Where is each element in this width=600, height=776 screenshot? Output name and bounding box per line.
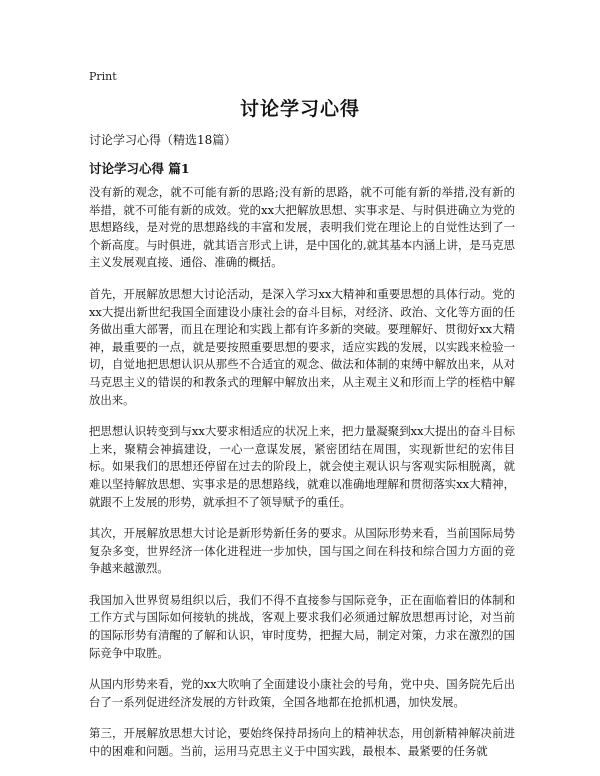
paragraph-2: 首先，开展解放思想大讨论活动，是深入学习xx大精神和重要思想的具体行动。党的xx大提出新世纪我国全面建设小康社会的奋斗目标，对经济、政治、文化等方面的任务做出重大部署，而且在理论和实践上都有许多新的突破。要理解好、贯彻好xx大精神，最重要的一点，就是要按照重要思想的要求，适应实践的发展，以实践来检验一切，自觉地把思想认识从那些不合适宜的观念、做法和体制的束缚中解放出来，从对马克思主义的错误的和教条式的理解中解放出来，从主观主义和形而上学的桎梏中解放出来。: [89, 286, 515, 407]
paragraph-3: 把思想认识转变到与xx大要求相适应的状况上来，把力量凝聚到xx大提出的奋斗目标上来，聚精会神搞建设，一心一意谋发展，紧密团结在周围，实现新世纪的宏伟目标。如果我们的思想还停留在过去的阶段上，就会使主观认识与客观实际相脱离，就难以坚持解放思想、实事求是的思想路线，就难以准确地理解和贯彻落实xx大精神，就跟不上发展的形势，就承担不了领导赋予的重任。: [89, 424, 515, 509]
paragraph-5: 我国加入世界贸易组织以后，我们不得不直接参与国际竞争，正在面临着旧的体制和工作方式与国际如何接轨的挑战，客观上要求我们必须通过解放思想再讨论，对当前的国际形势有清醒的了解和认识，审时度势，把握大局，制定对策，力求在激烈的国际竞争中取胜。: [89, 592, 515, 660]
paragraph-6: 从国内形势来看，党的xx大吹响了全面建设小康社会的号角，党中央、国务院先后出台了一系列促进经济发展的方针政策，全国各地都在抢抓机遇，加快发展。: [89, 677, 515, 709]
document-subtitle: 讨论学习心得（精选18篇）: [89, 133, 237, 147]
paragraph-1: 没有新的观念，就不可能有新的思路;没有新的思路，就不可能有新的举措,没有新的举措，就不可能有新的成效。党的xx大把解放思想、实事求是、与时俱进确立为党的思想路线，是对党的思想路线的丰富和发展，表明我们党在理论上的自觉性达到了一个新高度。与时俱进，就其语言形式上讲，是中国化的,就其基本内涵上讲，是马克思主义发展观直接、通俗、准确的概括。: [89, 185, 515, 270]
print-label: Print: [89, 70, 117, 83]
document-title: 讨论学习心得: [239, 98, 360, 120]
section-heading: 讨论学习心得 篇1: [89, 161, 190, 176]
paragraph-7: 第三，开展解放思想大讨论，要始终保持昂扬向上的精神状态，用创新精神解决前进中的困难和问题。当前，运用马克思主义于中国实践，最根本、最紧要的任务就: [89, 726, 515, 759]
body-text: [89, 184, 515, 775]
paragraph-4: 其次，开展解放思想大讨论是新形势新任务的要求。从国际形势来看，当前国际局势复杂多变，世界经济一体化进程进一步加快，国与国之间在科技和综合国力方面的竞争越来越激烈。: [89, 526, 515, 576]
